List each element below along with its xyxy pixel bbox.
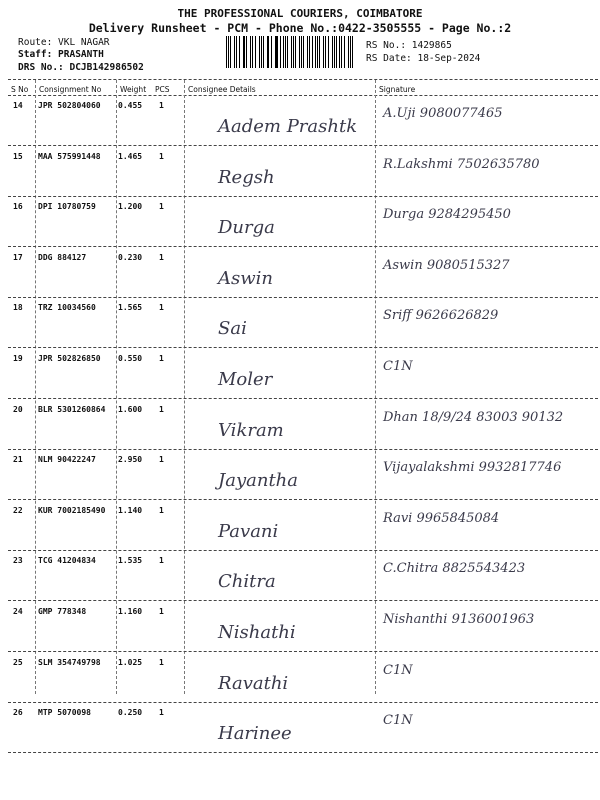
consignment-cell: SLM 354749798 xyxy=(38,657,101,667)
sno-cell: 19 xyxy=(13,354,23,363)
recipient-signature: C1N xyxy=(383,662,413,678)
pcs-cell: 1 xyxy=(159,607,164,616)
recipient-signature: Vijayalakshmi 9932817746 xyxy=(383,460,562,476)
weight-cell: 2.950 xyxy=(118,455,143,465)
barcode-bar xyxy=(250,36,251,68)
sno-cell: 23 xyxy=(13,556,23,566)
barcode-bar xyxy=(307,36,308,68)
consignment-cell: MAA 575991448 xyxy=(38,151,101,161)
consignee-signature: Aadem Prashtk xyxy=(218,116,358,137)
company-title: THE PROFESSIONAL COURIERS, COIMBATORE xyxy=(177,7,423,20)
weight-cell: 0.550 xyxy=(118,354,143,363)
barcode-image xyxy=(226,36,356,68)
barcode-bar xyxy=(226,36,227,68)
sno-cell: 22 xyxy=(13,505,23,515)
table-row xyxy=(8,703,598,753)
weight-cell: 0.250 xyxy=(118,708,143,718)
pcs-cell: 1 xyxy=(159,455,164,465)
sno-cell: 14 xyxy=(13,101,23,110)
weight-cell: 1.535 xyxy=(118,556,143,566)
pcs-cell: 1 xyxy=(159,101,164,110)
recipient-signature: Dhan 18/9/24 83003 90132 xyxy=(383,409,564,425)
weight-cell: 0.230 xyxy=(118,252,143,262)
barcode-bar xyxy=(271,36,272,68)
barcode-bar xyxy=(339,36,340,68)
barcode-bar xyxy=(332,36,333,68)
table-row xyxy=(8,400,598,450)
col-header-pcs: PCS xyxy=(155,85,170,94)
sno-cell: 21 xyxy=(13,455,23,465)
barcode-bar xyxy=(295,36,296,68)
table-row xyxy=(8,551,598,601)
table-row xyxy=(8,248,598,298)
sno-cell: 20 xyxy=(13,404,23,414)
table-row xyxy=(8,349,598,399)
barcode-bar xyxy=(315,36,316,68)
sno-cell: 26 xyxy=(13,708,23,718)
table-row xyxy=(8,147,598,197)
barcode-bar xyxy=(234,36,235,68)
consignment-cell: NLM 90422247 xyxy=(38,455,96,465)
table-row xyxy=(8,450,598,500)
recipient-signature: Nishanthi 9136001963 xyxy=(383,612,535,627)
barcode-bar xyxy=(325,36,326,68)
barcode-bar xyxy=(323,36,324,68)
consignee-signature: Nishathi xyxy=(218,622,296,643)
consignee-signature: Aswin xyxy=(218,267,273,289)
sno-cell: 18 xyxy=(13,303,23,313)
pcs-cell: 1 xyxy=(159,354,164,363)
weight-cell: 1.025 xyxy=(118,657,143,667)
recipient-signature: C1N xyxy=(383,359,413,374)
consignment-cell: GMP 778348 xyxy=(38,607,87,616)
rs-date: RS Date: 18-Sep-2024 xyxy=(366,53,481,64)
sno-cell: 16 xyxy=(13,202,23,212)
table-row xyxy=(8,298,598,348)
consignee-signature: Ravathi xyxy=(218,672,289,694)
consignee-signature: Chitra xyxy=(218,571,276,593)
recipient-signature: C.Chitra 8825543423 xyxy=(383,561,526,577)
consignment-cell: DPI 10780759 xyxy=(38,202,96,212)
recipient-signature: Durga 9284295450 xyxy=(383,207,511,223)
pcs-cell: 1 xyxy=(159,505,164,515)
consignment-cell: TRZ 10034560 xyxy=(38,303,96,313)
consignment-cell: MTP 5070098 xyxy=(38,708,91,718)
recipient-signature: Aswin 9080515327 xyxy=(383,257,510,273)
consignee-signature: Jayantha xyxy=(218,470,298,492)
consignment-cell: JPR 502826850 xyxy=(38,354,101,363)
consignee-signature: Pavani xyxy=(218,520,279,542)
consignment-cell: TCG 41204834 xyxy=(38,556,96,566)
route-label: Route: VKL NAGAR xyxy=(18,37,110,48)
table-row xyxy=(8,602,598,652)
rs-number: RS No.: 1429865 xyxy=(366,40,452,51)
barcode-bar xyxy=(263,36,264,68)
sno-cell: 24 xyxy=(13,607,23,616)
consignment-cell: DDG 884127 xyxy=(38,252,87,262)
drs-number: DRS No.: DCJB142986502 xyxy=(18,62,144,73)
consignee-signature: Regsh xyxy=(218,166,275,188)
table-row xyxy=(8,653,598,703)
header-rule-top xyxy=(8,79,598,80)
pcs-cell: 1 xyxy=(159,252,164,262)
staff-label: Staff: PRASANTH xyxy=(18,49,104,60)
pcs-cell: 1 xyxy=(159,708,164,718)
weight-cell: 1.600 xyxy=(118,404,143,414)
consignee-signature: Durga xyxy=(218,217,275,239)
barcode-bar xyxy=(236,36,237,68)
recipient-signature: A.Uji 9080077465 xyxy=(383,106,503,121)
barcode-bar xyxy=(280,36,281,68)
col-header-weight: Weight xyxy=(120,85,147,94)
weight-cell: 1.140 xyxy=(118,505,143,515)
weight-cell: 1.160 xyxy=(118,607,143,616)
barcode-bar xyxy=(291,36,292,68)
recipient-signature: C1N xyxy=(383,713,413,729)
pcs-cell: 1 xyxy=(159,151,164,161)
recipient-signature: Sriff 9626626829 xyxy=(383,308,499,324)
weight-cell: 1.465 xyxy=(118,151,143,161)
table-row xyxy=(8,96,598,146)
consignee-signature: Moler xyxy=(218,369,273,390)
weight-cell: 1.565 xyxy=(118,303,143,313)
sno-cell: 25 xyxy=(13,657,23,667)
pcs-cell: 1 xyxy=(159,657,164,667)
col-header-consignment: Consignment No xyxy=(39,85,102,94)
table-row xyxy=(8,501,598,551)
col-header-sno: S No xyxy=(11,85,29,94)
pcs-cell: 1 xyxy=(159,556,164,566)
consignee-signature: Sai xyxy=(218,318,247,340)
consignment-cell: BLR 5301260864 xyxy=(38,404,106,414)
barcode-bar xyxy=(352,36,353,68)
consignment-cell: KUR 7002185490 xyxy=(38,505,106,515)
weight-cell: 0.455 xyxy=(118,101,143,110)
weight-cell: 1.200 xyxy=(118,202,143,212)
consignee-signature: Harinee xyxy=(218,723,292,745)
consignee-signature: Vikram xyxy=(218,419,284,441)
runsheet-subtitle: Delivery Runsheet - PCM - Phone No.:0422-3505555 - Page No.:2 xyxy=(88,21,512,35)
barcode-bar xyxy=(344,36,345,68)
barcode-bar xyxy=(255,36,256,68)
sno-cell: 17 xyxy=(13,252,23,262)
col-header-signature: Signature xyxy=(379,85,416,94)
pcs-cell: 1 xyxy=(159,202,164,212)
barcode-bar xyxy=(276,36,277,68)
recipient-signature: R.Lakshmi 7502635780 xyxy=(383,156,540,172)
barcode-bar xyxy=(246,36,247,68)
consignment-cell: JPR 502804060 xyxy=(38,101,101,110)
pcs-cell: 1 xyxy=(159,303,164,313)
sno-cell: 15 xyxy=(13,151,23,161)
row-rule xyxy=(8,752,598,753)
recipient-signature: Ravi 9965845084 xyxy=(383,510,500,526)
col-header-consignee: Consignee Details xyxy=(188,85,256,94)
pcs-cell: 1 xyxy=(159,404,164,414)
table-row xyxy=(8,197,598,247)
barcode-bar xyxy=(299,36,300,68)
